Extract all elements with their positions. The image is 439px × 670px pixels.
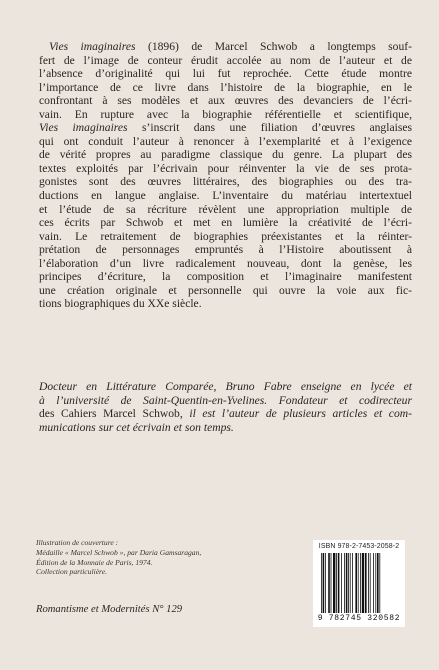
description-text: prétation de personnages empruntés à l’Histoire aboutissent à [39,243,412,257]
description-line [39,297,412,311]
description-text: l’absence d’originalité qui lui fut reprochée. Cette étude montre [39,67,412,81]
description-text: vain. En rupture avec la biographie référentielle et scientifique, [39,107,412,121]
description-text: qui ont conduit l’auteur à renoncer à l’exemplarité et à l’exigence [39,134,412,148]
barcode-label [313,540,405,627]
description-line [39,230,412,244]
credit-line: Médaille « Marcel Schwob », par Daria Gamsaragan, [36,547,202,557]
description-line [39,135,412,149]
series-title: Romantisme et Modernités N° 129 [36,604,183,615]
credit-line: Édition de la Monnaie de Paris, 1974. [36,557,153,567]
description-text: l’élaboration d’un livre radicalement nouveau, dont la genèse, les [39,256,412,270]
book-title: Vies imaginaires [49,40,136,53]
description-text: principes d’écriture, la composition et l’imaginaire manifestent [39,270,412,284]
description-text: fert de l’image de conteur érudit accolée au nom de l’auteur et de [39,53,412,67]
description-text: de vérité propres au paradigme classique du genre. La plupart des [39,148,412,162]
isbn-number: ISBN 978-2-7453-2058-2 [318,543,400,550]
cover-illustration-credits [36,538,256,577]
description-line [39,203,412,217]
author-bio-text: il est l’auteur de plusieurs articles et com- [182,407,412,421]
description-line [39,67,412,81]
book-description [39,40,412,311]
description-line [39,108,412,122]
description-text: une création originale et personnelle qui ouvre la voie aux fic- [39,283,412,297]
author-bio-line: Docteur en Littérature Comparée, Bruno Fabre enseigne en lycée et [39,380,412,393]
description-line [39,284,412,298]
author-bio-line: munications sur cet écrivain et son temps. [39,420,234,434]
description-text: ces écrits par Schwob et met en lumière la créativité de l’écri- [39,216,412,230]
description-text: l’importance de ce livre dans l’histoire de la biographie, en le [39,80,412,94]
description-line [39,40,412,54]
description-text: s’inscrit dans une filiation d’œuvres anglaises [127,121,412,135]
author-bio-line: à l’université de Saint-Quentin-en-Yvelines. Fondateur et codirecteur [39,393,412,407]
author-bio [39,380,412,434]
description-text: ductions en langue anglaise. L’inventaire du matériau intertextuel [39,189,412,203]
description-line [39,189,412,203]
description-line [39,175,412,189]
description-text: tions biographiques du XXe siècle. [39,297,202,311]
cahiers-title: des Cahiers Marcel Schwob, [39,407,183,421]
credit-line: Collection particulière. [36,567,108,577]
description-text: vain. Le retraitement de biographies préexistantes et la réinter- [39,229,412,243]
author-bio-line [39,407,412,421]
credit-line: Illustration de couverture : [36,538,119,547]
description-line [39,54,412,68]
description-line [39,216,412,230]
description-line [39,148,412,162]
description-text: confrontant à ses modèles et aux œuvres des devanciers de l’écri- [39,94,412,108]
barcode-icon [321,553,397,613]
description-text: textes exploités par l’écrivain pour réinventer la vie de ses prota- [39,161,412,175]
description-text: gonistes sont des œuvres littéraires, des biographies ou des tra- [39,175,412,189]
description-line [39,121,412,135]
description-line [39,270,412,284]
description-text: et l’étude de sa récriture révèlent une appropriation multiple de [39,202,412,216]
description-line [39,81,412,95]
description-line [39,257,412,271]
description-line [39,243,412,257]
ean-number: 9 782745 320582 [317,614,401,623]
description-text: (1896) de Marcel Schwob a longtemps souf- [135,40,412,53]
description-line [39,94,412,108]
description-line [39,162,412,176]
book-title: Vies imaginaires [39,121,128,135]
